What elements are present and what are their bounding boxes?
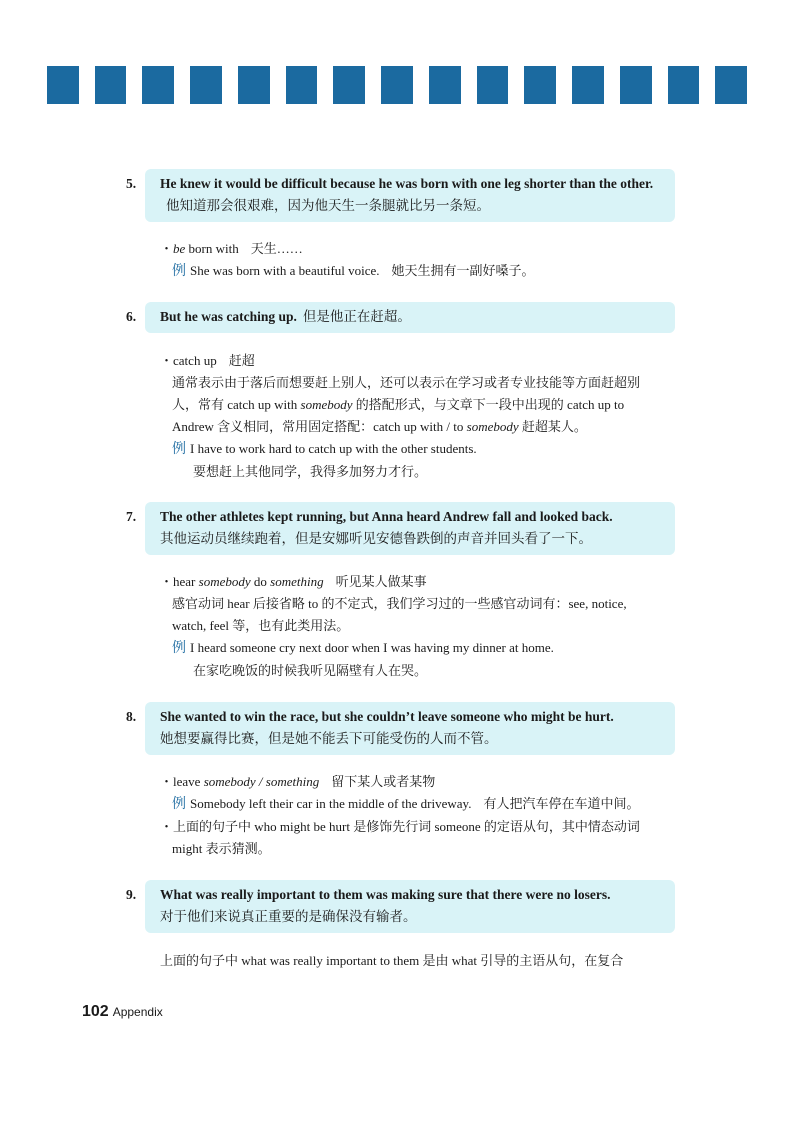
example-line: 例 I heard someone cry next door when I was having my dinner at home.	[172, 640, 554, 656]
note-block-9	[160, 950, 680, 972]
header-block	[286, 66, 318, 104]
sentence-chinese: 他知道那会很艰难，因为他天生一条腿就比另一条短。	[166, 198, 490, 213]
header-block	[142, 66, 174, 104]
header-block	[572, 66, 604, 104]
sentence-english: She wanted to win the race, but she couldn’t leave someone who might be hurt.	[160, 709, 614, 724]
note-block-5	[160, 238, 680, 283]
phrase-line: ・be born with 天生……	[160, 241, 303, 256]
header-decoration	[47, 66, 747, 104]
example-mark: 例	[172, 442, 186, 457]
item-number: 9.	[126, 887, 137, 902]
grammar-note: ・上面的句子中 who might be hurt 是修饰先行词 someone 的定语从句，其中情态动词	[160, 819, 640, 834]
note-block-6	[160, 350, 680, 483]
page-number: 102	[82, 1003, 109, 1020]
sentence-box-9	[145, 880, 675, 933]
header-block	[668, 66, 700, 104]
header-block	[715, 66, 747, 104]
item-number: 7.	[126, 509, 137, 524]
item-number: 5.	[126, 176, 137, 191]
sentence-english: The other athletes kept running, but Anna heard Andrew fall and looked back.	[160, 509, 613, 524]
header-block	[47, 66, 79, 104]
header-block	[477, 66, 509, 104]
sentence-english: He knew it would be difficult because he was born with one leg shorter than the other.	[160, 176, 654, 191]
header-block	[190, 66, 222, 104]
note-block-8	[160, 771, 680, 860]
explanation-line: 通常表示由于落后而想要赶上别人，还可以表示在学习或者专业技能等方面赶超别	[172, 375, 641, 390]
explanation-line: 上面的句子中 what was really important to them 是由 what 引导的主语从句，在复合	[160, 953, 624, 968]
phrase-line: ・hear somebody do something 听见某人做某事	[160, 574, 427, 589]
explanation-line: Andrew 含义相同，常用固定搭配：catch up with / to somebody 赶超某人。	[172, 419, 587, 434]
header-block	[333, 66, 365, 104]
grammar-note-cont: might 表示猜测。	[172, 841, 271, 856]
sentence-english: What was really important to them was making sure that there were no losers.	[160, 887, 611, 902]
example-line: 例 I have to work hard to catch up with the other students.	[172, 441, 477, 457]
example-mark: 例	[172, 264, 186, 279]
sentence-box-7	[145, 502, 675, 555]
example-mark: 例	[172, 797, 186, 812]
phrase-line: ・leave somebody / something 留下某人或者某物	[160, 774, 436, 789]
note-block-7	[160, 571, 680, 682]
example-translation: 在家吃晚饭的时候我听见隔壁有人在哭。	[193, 663, 428, 678]
sentence-chinese: 其他运动员继续跑着，但是安娜听见安德鲁跌倒的声音并回头看了一下。	[160, 531, 592, 546]
header-block	[95, 66, 127, 104]
example-translation: 要想赶上其他同学，我得多加努力才行。	[193, 464, 428, 479]
header-block	[238, 66, 270, 104]
header-block	[381, 66, 413, 104]
header-block	[524, 66, 556, 104]
phrase-line: ・catch up 赶超	[160, 353, 255, 368]
example-mark: 例	[172, 641, 186, 656]
header-block	[620, 66, 652, 104]
example-line: 例 Somebody left their car in the middle of the driveway. 有人把汽车停在车道中间。	[172, 796, 640, 812]
page-footer	[82, 1003, 163, 1021]
sentence-chinese: 对于他们来说真正重要的是确保没有输者。	[160, 909, 417, 924]
explanation-line: 人，常有 catch up with somebody 的搭配形式，与文章下一段中出现的 catch up to	[172, 397, 625, 412]
header-block	[429, 66, 461, 104]
explanation-line: 感官动词 hear 后接省略 to 的不定式，我们学习过的一些感官动词有：see, notice,	[172, 596, 627, 611]
example-line: 例 She was born with a beautiful voice. 她天生拥有一副好嗓子。	[172, 263, 535, 279]
item-number: 8.	[126, 709, 137, 724]
item-number: 6.	[126, 309, 137, 324]
sentence-box-6	[145, 302, 675, 333]
sentence-chinese: 她想要赢得比赛，但是她不能丢下可能受伤的人而不管。	[160, 731, 498, 746]
footer-label: Appendix	[112, 1005, 163, 1019]
sentence-box-5	[145, 169, 675, 222]
explanation-line: watch, feel 等，也有此类用法。	[172, 618, 350, 633]
sentence-box-8	[145, 702, 675, 755]
sentence-english: But he was catching up.	[160, 309, 297, 324]
sentence-chinese: 但是他正在赶超。	[302, 309, 411, 324]
